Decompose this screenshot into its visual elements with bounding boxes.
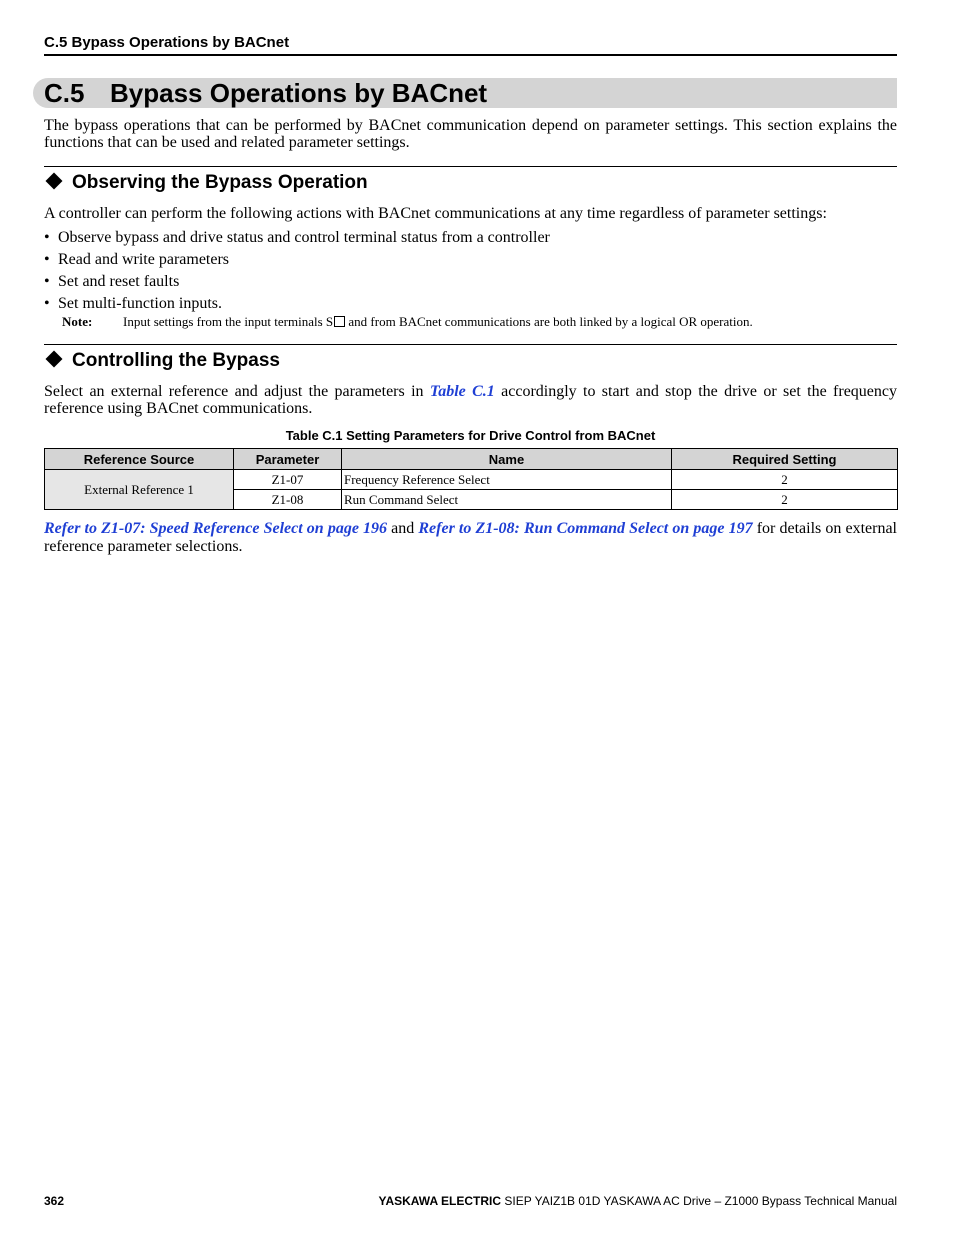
divider-observing [44,166,897,167]
column-header-name: Name [342,449,672,470]
list-item [44,227,550,249]
table-header-row [45,449,898,470]
column-header-reference-source: Reference Source [45,449,234,470]
controlling-heading-text: Controlling the Bypass [72,350,280,371]
diamond-bullet-icon [46,351,63,368]
list-item [44,271,550,293]
refer-paragraph [44,520,897,556]
list-item-text: Observe bypass and drive status and control terminal status from a controller [58,229,550,246]
section-number: C.5 [44,78,85,108]
bullet-glyph: • [44,229,50,246]
observing-text: A controller can perform the following actions with BACnet communications at any time regardless of parameter settings: [44,205,827,222]
note-text-after: and from BACnet communications are both linked by a logical OR operation. [345,314,753,329]
observing-heading [44,171,368,195]
section-intro: The bypass operations that can be performed by BACnet communication depend on parameter settings. This section explains the functions that can be used and related parameter settings. [44,117,897,151]
footer-doc-title: SIEP YAIZ1B 01D YASKAWA AC Drive – Z1000 Bypass Technical Manual [501,1194,897,1208]
parameters-table [44,448,898,510]
bullet-glyph: • [44,273,50,290]
page-number: 362 [44,1194,65,1208]
refer-z1-07-link[interactable]: Refer to Z1-07: Speed Reference Select on page 196 [44,520,388,537]
note-text-before: Input settings from the input terminals S [123,314,334,329]
parameter-cell: Z1-07 [234,470,342,490]
observing-heading-text: Observing the Bypass Operation [72,172,368,193]
section-title-text: Bypass Operations by BACnet [110,78,488,108]
list-item [44,249,550,271]
divider-controlling [44,344,897,345]
controlling-text-after: accordingly to start and stop the drive or set the frequency reference using BACnet communications. [44,383,897,417]
list-item-text: Set multi-function inputs. [58,295,222,312]
table-caption: Table C.1 Setting Parameters for Drive Control from BACnet [285,428,656,443]
observing-bullet-list [44,227,550,315]
name-cell: Run Command Select [342,490,672,510]
setting-cell: 2 [672,470,898,490]
column-header-required-setting: Required Setting [672,449,898,470]
footer-brand: YASKAWA ELECTRIC [378,1194,502,1208]
footer-doc-info [379,1194,897,1208]
list-item [44,293,550,315]
setting-cell: 2 [672,490,898,510]
table-c1-link[interactable]: Table C.1 [429,383,495,400]
refer-and-text: and [387,520,419,537]
list-item-text: Read and write parameters [58,251,230,268]
bullet-glyph: • [44,295,50,312]
note-label: Note: [62,314,93,329]
name-cell: Frequency Reference Select [342,470,672,490]
note [62,314,753,330]
header-rule [44,54,897,56]
section-title [44,78,487,108]
controlling-text-before: Select an external reference and adjust the parameters in [44,383,430,400]
parameter-cell: Z1-08 [234,490,342,510]
diamond-bullet-icon [46,173,63,190]
refer-z1-08-link[interactable]: Refer to Z1-08: Run Command Select on page 197 [418,520,753,537]
bullet-glyph: • [44,251,50,268]
column-header-parameter: Parameter [234,449,342,470]
controlling-heading [44,349,280,373]
running-header: C.5 Bypass Operations by BACnet [44,34,290,51]
list-item-text: Set and reset faults [58,273,180,290]
table-row [45,470,898,490]
reference-source-cell: External Reference 1 [45,470,234,510]
controlling-text [44,383,897,417]
refer-tail-text: for details on external reference parameter selections. [44,520,897,555]
terminal-placeholder-square-icon [334,316,345,327]
